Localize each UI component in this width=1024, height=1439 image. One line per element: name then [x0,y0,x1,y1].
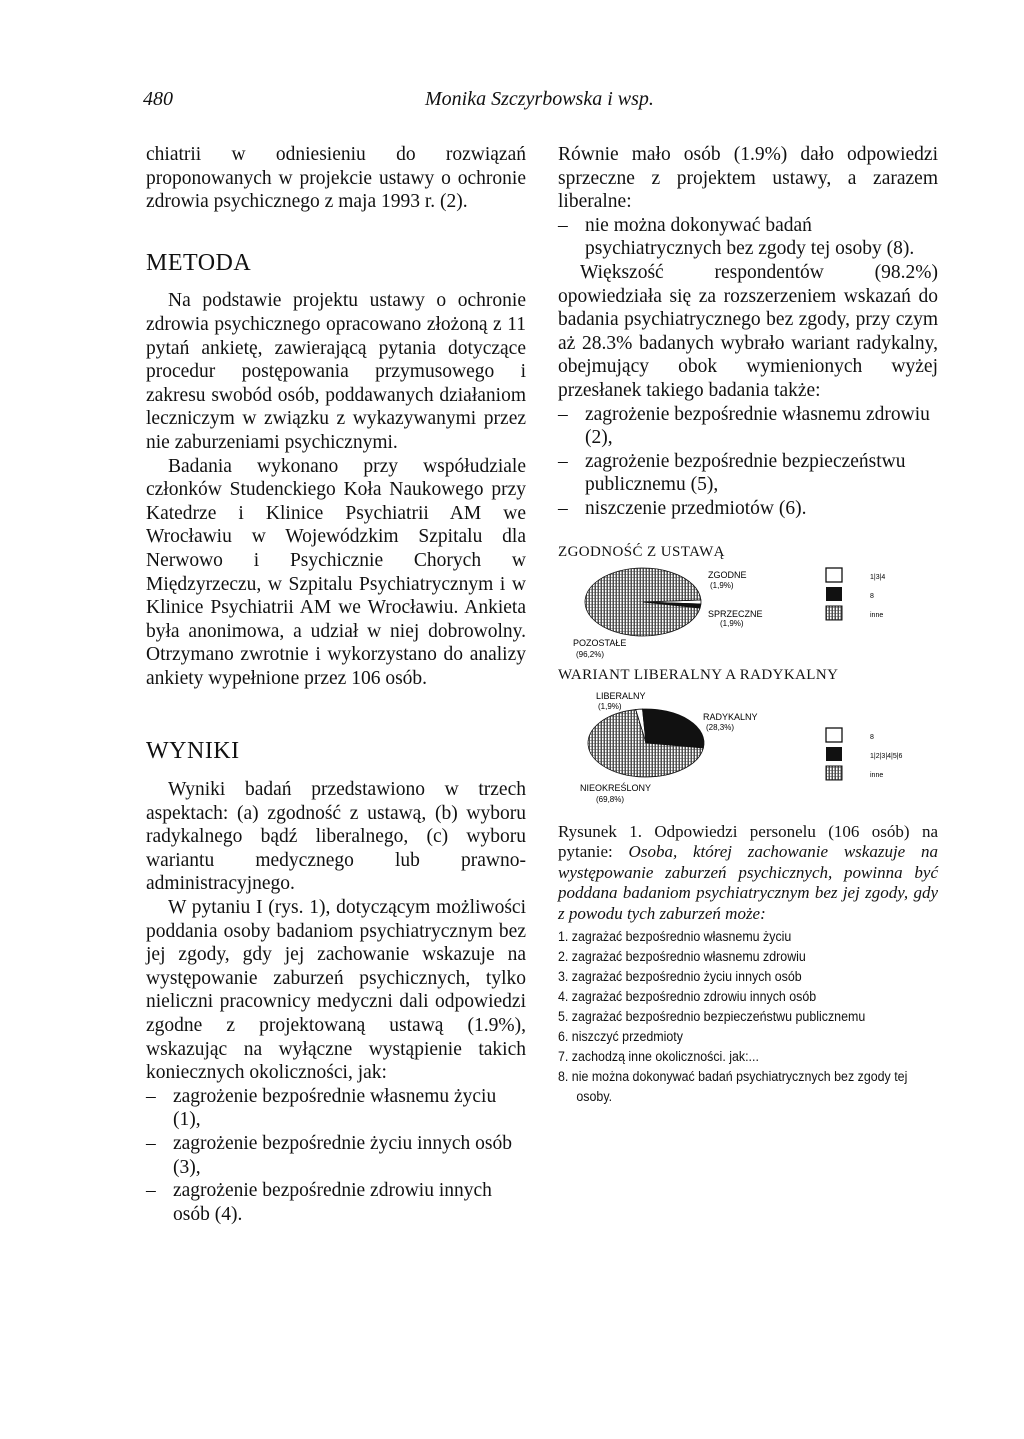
list-item: – zagrożenie bezpośrednie zdrowiu innych osób (4). [146,1179,526,1226]
slice-label-radykalny: RADYKALNY [703,711,758,722]
list-item: – nie można dokonywać badań psychiatrycznych bez zgody tej osoby (8). [558,214,938,261]
chart-2 [558,688,938,806]
left-column [146,143,526,1226]
section-heading-metoda: METODA [146,249,252,276]
list-item: 2. zagrażać bezpośrednio własnemu zdrowiu [558,949,806,965]
intro-paragraph: chiatrii w odniesieniu do rozwiązań proponowanych w projekcie ustawy o ochronie zdrowia psychicznego z maja 1993 r. (2). [146,144,526,213]
figure-caption [558,822,938,925]
right-paragraph-2: Większość respondentów (98.2%) opowiedziała się za rozszerzeniem wskazań do badania psychiatrycznego bez zgody, przy czym aż 28.3% badanych wybrało wariant radykalny, obejmujący obok wymienionych wyżej przesłanek takiego badania także: [558,261,938,401]
legend-swatch-white [826,728,842,742]
right-list-2 [558,403,938,521]
list-item: 8. nie można dokonywać badań psychiatrycznych bez zgody tej osoby. [558,1069,908,1105]
list-item: – zagrożenie bezpośrednie bezpieczeństwu publicznemu (5), [558,450,938,497]
section-heading-wyniki: WYNIKI [146,738,240,765]
chart-2-title: WARIANT LIBERALNY A RADYKALNY [558,667,839,684]
slice-label-liberalny: LIBERALNY [596,690,646,701]
list-item: 4. zagrażać bezpośrednio zdrowiu innych osób [558,989,817,1005]
legend-label: 8 [870,593,874,601]
page-number: 480 [143,88,173,110]
list-item: 3. zagrażać bezpośrednio życiu innych osób [558,969,802,985]
slice-label-pozostale: POZOSTAŁE [573,638,627,649]
slice-value-pozostale: (96,2%) [576,650,605,660]
metoda-paragraph-1: Na podstawie projektu ustawy o ochronie zdrowia psychicznego opracowano złożoną z 11 pytań ankietę, zawierającą pytania dotyczące procedur postępowania przymusowego i zakresu swobód osób, poddawanych działaniom leczniczym w związku z wykazywanymi przez nie zaburzeniami psychicznymi. [146,290,526,453]
right-column [558,143,938,1107]
list-item: 5. zagrażać bezpośrednio bezpieczeństwu publicznemu [558,1009,866,1025]
wyniki-list [146,1085,526,1227]
chart-1-title: ZGODNOŚĆ Z USTAWĄ [558,543,725,560]
slice-value-liberalny: (1,9%) [598,701,622,711]
list-item: 6. niszczyć przedmioty [558,1029,683,1045]
slice-value-zgodne: (1,9%) [710,581,734,591]
slice-label-zgodne: ZGODNE [708,570,747,581]
legend-swatch-hatched [826,766,842,780]
caption-lead: Rysunek 1. Odpowiedzi personelu (106 osób) na pytanie: [558,821,938,862]
metoda-paragraph-2: Badania wykonano przy współudziale członków Studenckiego Koła Naukowego przy Katedrze i Klinice Psychiatrii AM we Wrocławiu w Wojewódzkim Szpitalu dla Nerwowo i Psychicznie Chorych w Międzyrzeczu, w Szpitalu Psychiatrycznym i w Klinice Psychiatrii AM we Wrocławiu. Ankieta była anonimowa, a udział w niej dobrowolny. Otrzymano zwrotnie i wykorzystano do analizy ankiety wypełnione przez 106 osób. [146,455,526,689]
running-head [0,88,1024,118]
legend-swatch-black [826,747,842,761]
causes-list [558,927,908,1107]
legend-label: 1|2|3|4|5|6 [870,752,903,760]
legend-swatch-hatched [826,606,842,620]
list-item: – zagrożenie bezpośrednie własnemu życiu (1), [146,1085,526,1132]
legend-label: 8 [870,733,874,741]
list-item: – zagrożenie bezpośrednie własnemu zdrowiu (2), [558,403,938,450]
list-item: – niszczenie przedmiotów (6). [558,497,938,521]
legend-swatch-black [826,587,842,601]
slice-value-sprzeczne: (1,9%) [720,619,744,629]
caption-question: Osoba, której zachowanie wskazuje na występowanie zaburzeń psychicznych, powinna być poddana badaniom psychiatrycznym bez jej zgody, gdy z powodu tych zaburzeń może: [558,842,938,923]
legend-label: inne [870,612,884,620]
wyniki-paragraph-2: W pytaniu I (rys. 1), dotyczącym możliwości poddania osoby badaniom psychiatrycznym bez jej zgody, gdy jej zachowanie wskazuje na występowanie zaburzeń psychicznych, tylko nieliczni pracownicy medyczni dali odpowiedzi zgodne z projektowaną ustawą (1.9%), wskazując na wyłączne wystąpienie takich koniecznych okoliczności, jak: [146,897,526,1084]
running-title: Monika Szczyrbowska i wsp. [425,88,654,110]
list-item: 1. zagrażać bezpośrednio własnemu życiu [558,929,792,945]
slice-value-nieokreslony: (69,8%) [596,794,625,804]
wyniki-paragraph-1: Wyniki badań przedstawiono w trzech aspektach: (a) zgodność z ustawą, (b) wyboru radykalnego bądź liberalnego, (c) wyboru wariantu medycznego lub prawno-administracyjnego. [146,779,526,895]
slice-label-nieokreslony: NIEOKREŚLONY [580,782,652,793]
right-list-1 [558,214,938,261]
slice-value-radykalny: (28,3%) [706,722,735,732]
figure-1 [558,541,938,806]
list-item: – zagrożenie bezpośrednie życiu innych osób (3), [146,1132,526,1179]
chart-1 [558,564,938,664]
right-paragraph-1: Równie mało osób (1.9%) dało odpowiedzi sprzeczne z projektem ustawy, a zarazem liberalne: [558,144,938,213]
legend-swatch-white [826,568,842,582]
legend-label: 1|3|4 [870,574,886,582]
slice-label-sprzeczne: SPRZECZNE [708,609,763,620]
legend-label: inne [870,771,884,779]
list-item: 7. zachodzą inne okoliczności. jak:... [558,1049,759,1065]
pie-slice-radykalny [643,709,704,748]
